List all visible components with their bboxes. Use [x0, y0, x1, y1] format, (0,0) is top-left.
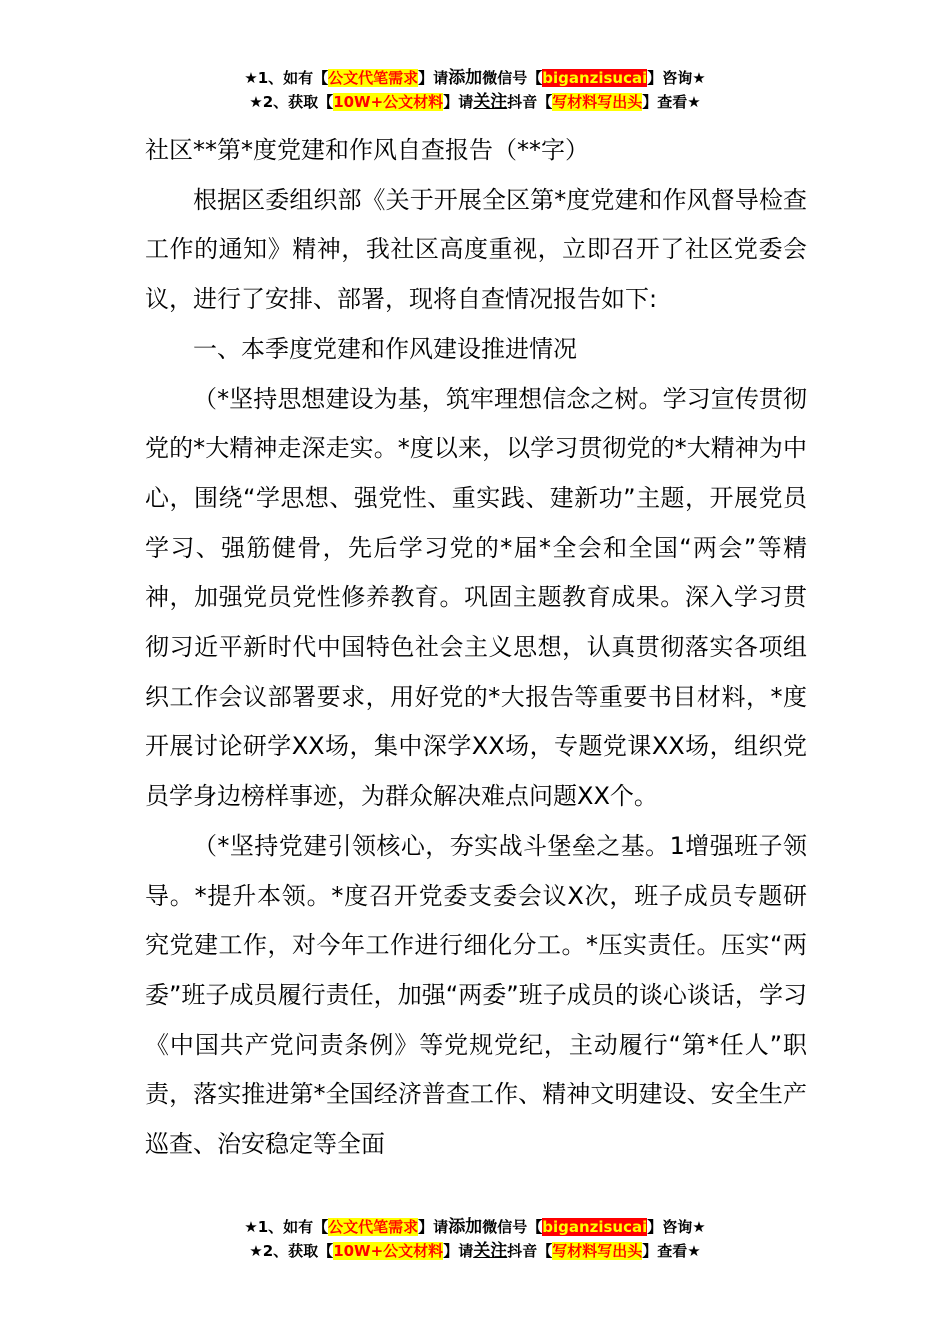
- promo-highlight-materials: 10W+公文材料: [333, 93, 444, 111]
- promo-banner-bottom: [0, 1215, 950, 1263]
- promo-emphasis: 关注: [473, 92, 508, 112]
- promo-banner-top: [0, 66, 950, 114]
- promo-line-2: [0, 1239, 950, 1263]
- promo-text: 】查看: [642, 93, 688, 111]
- promo-text: 】咨询: [647, 69, 693, 87]
- paragraph-leadership: （*坚持党建引领核心，夯实战斗堡垒之基。1增强班子领导。*提升本领。*度召开党委支委会议X次，班子成员专题研究党建工作，对今年工作进行细化分工。*压实责任。压实“两委”班子成员履行责任，加强“两委”班子成员的谈心谈话，学习《中国共产党问责条例》等党规党纪，主动履行“第*任人”职责，落实推进第*全国经济普查工作、精神文明建设、安全生产巡查、治安稳定等全面: [145, 831, 807, 1159]
- promo-highlight-materials: 10W+公文材料: [333, 1242, 444, 1260]
- paragraph-intro: 根据区委组织部《关于开展全区第*度党建和作风督导检查工作的通知》精神，我社区高度重视，立即召开了社区党委会议，进行了安排、部署，现将自查情况报告如下:: [145, 185, 807, 314]
- promo-line-2: [0, 90, 950, 114]
- star-icon: ★: [249, 1242, 263, 1260]
- promo-text: 】咨询: [647, 1218, 693, 1236]
- promo-text: 】请: [443, 1242, 474, 1260]
- promo-text: 1、如有【: [257, 1218, 329, 1236]
- star-icon: ★: [687, 93, 701, 111]
- promo-text: 抖音【: [507, 93, 553, 111]
- promo-text: 抖音【: [507, 1242, 553, 1260]
- star-icon: ★: [687, 1242, 701, 1260]
- document-title: 社区**第*度党建和作风自查报告（**字）: [145, 136, 589, 164]
- promo-highlight-wechat: biganzisucai: [542, 1218, 648, 1236]
- promo-text: 2、获取【: [262, 1242, 334, 1260]
- promo-text: 微信号【: [482, 69, 543, 87]
- star-icon: ★: [692, 69, 706, 87]
- star-icon: ★: [249, 93, 263, 111]
- promo-highlight-service: 公文代笔需求: [328, 1218, 419, 1236]
- promo-highlight-douyin: 写材料写出头: [552, 93, 643, 111]
- promo-line-1: [0, 66, 950, 90]
- paragraph-ideology: （*坚持思想建设为基，筑牢理想信念之树。学习宣传贯彻党的*大精神走深走实。*度以来，以学习贯彻党的*大精神为中心，围绕“学思想、强党性、重实践、建新功”主题，开展党员学习、强筋健骨，先后学习党的*届*全会和全国“两会”等精神，加强党员党性修养教育。巩固主题教育成果。深入学习贯彻习近平新时代中国特色社会主义思想，认真贯彻落实各项组织工作会议部署要求，用好党的*大报告等重要书目材料，*度开展讨论研学XX场，集中深学XX场，专题党课XX场，组织党员学身边榜样事迹，为群众解决难点问题XX个。: [145, 384, 807, 811]
- section-heading: 一、本季度党建和作风建设推进情况: [193, 334, 577, 363]
- promo-text: 】请: [418, 69, 449, 87]
- promo-text: 微信号【: [482, 1218, 543, 1236]
- promo-emphasis: 关注: [473, 1241, 508, 1261]
- promo-highlight-service: 公文代笔需求: [328, 69, 419, 87]
- promo-text: 2、获取【: [262, 93, 334, 111]
- promo-text: 】请: [418, 1218, 449, 1236]
- document-body: [145, 126, 807, 1170]
- promo-text: 】查看: [642, 1242, 688, 1260]
- star-icon: ★: [244, 69, 258, 87]
- promo-highlight-douyin: 写材料写出头: [552, 1242, 643, 1260]
- star-icon: ★: [244, 1218, 258, 1236]
- promo-emphasis: 添加: [448, 68, 483, 88]
- promo-highlight-wechat: biganzisucai: [542, 69, 648, 87]
- promo-line-1: [0, 1215, 950, 1239]
- promo-text: 】请: [443, 93, 474, 111]
- promo-emphasis: 添加: [448, 1217, 483, 1237]
- promo-text: 1、如有【: [257, 69, 329, 87]
- star-icon: ★: [692, 1218, 706, 1236]
